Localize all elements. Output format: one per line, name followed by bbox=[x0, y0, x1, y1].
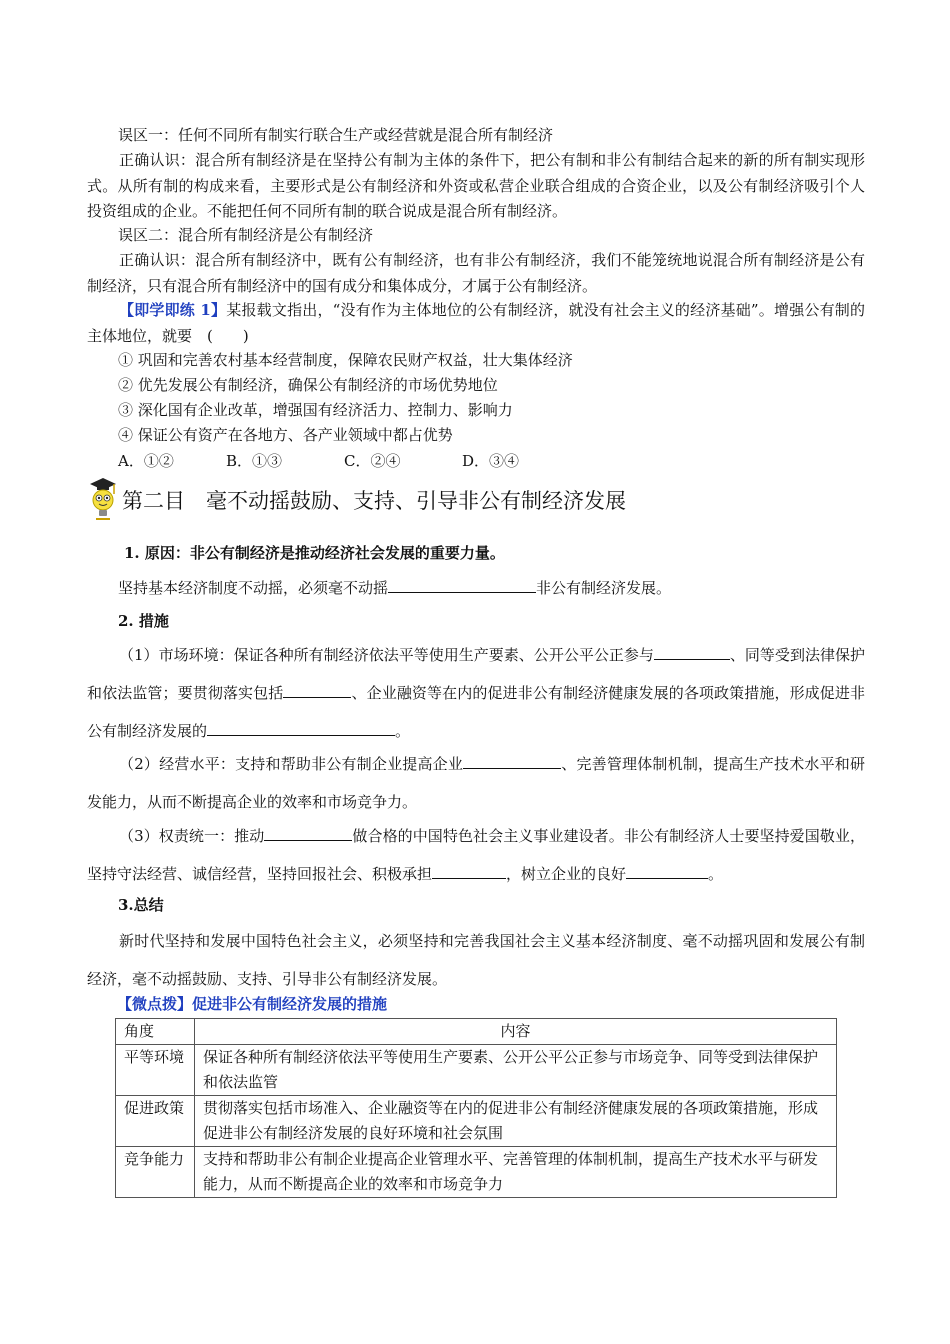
blank-6[interactable] bbox=[264, 823, 352, 841]
measure-2-b: 、完善管理体制机制，提高生产技术水平和研发能力，从而不断提高企业的效率和市场竞争力。 bbox=[87, 755, 865, 811]
exercise-question: 某报载文指出，“没有作为主体地位的公有制经济，就没有社会主义的经济基础”。增强公有制的主体地位，就要 ( ) bbox=[87, 301, 865, 345]
measures-heading: 2. 措施 bbox=[118, 612, 169, 630]
table-row bbox=[116, 1147, 837, 1198]
blank-5[interactable] bbox=[463, 751, 561, 769]
section-title: 第二目 毫不动摇鼓励、支持、引导非公有制经济发展 bbox=[122, 489, 626, 513]
tip-title: 【微点拨】促进非公有制经济发展的措施 bbox=[117, 995, 388, 1013]
table-header-content: 内容 bbox=[195, 1019, 837, 1045]
measure-2-a: （2）经营水平：支持和帮助非公有制企业提高企业 bbox=[119, 755, 464, 773]
table-header-angle: 角度 bbox=[116, 1019, 195, 1045]
table-cell-content: 支持和帮助非公有制企业提高企业管理水平、完善管理的体制机制，提高生产技术水平与研发能力，从而不断提高企业的效率和市场竞争力 bbox=[195, 1147, 837, 1198]
option-c: C．②④ bbox=[344, 452, 401, 470]
misconception-1-text: 正确认识：混合所有制经济是在坚持公有制为主体的条件下，把公有制和非公有制结合起来的新的所有制实现形式。从所有制的构成来看，主要形式是公有制经济和外资或私营企业联合组成的合资企业，以及公有制经济吸引个人投资组成的企业。不能把任何不同所有制的联合说成是混合所有制经济。 bbox=[87, 151, 865, 220]
exercise-item-1: ① 巩固和完善农村基本经营制度，保障农民财产权益，壮大集体经济 bbox=[118, 351, 573, 369]
misconception-2-text: 正确认识：混合所有制经济中，既有公有制经济，也有非公有制经济，我们不能笼统地说混合所有制经济是公有制经济，只有混合所有制经济中的国有成分和集体成分，才属于公有制经济。 bbox=[87, 251, 865, 295]
option-a: A．①② bbox=[118, 452, 174, 470]
table-row bbox=[116, 1096, 837, 1147]
blank-3[interactable] bbox=[283, 680, 351, 698]
blank-2[interactable] bbox=[654, 642, 730, 660]
table-cell-content: 保证各种所有制经济依法平等使用生产要素、公开公平公正参与市场竞争、同等受到法律保护和依法监管 bbox=[195, 1045, 837, 1096]
measure-1-a: （1）市场环境：保证各种所有制经济依法平等使用生产要素、公开公平公正参与 bbox=[119, 646, 654, 664]
reason-text-b: 非公有制经济发展。 bbox=[536, 579, 672, 597]
measure-1-d: 。 bbox=[395, 722, 411, 740]
misconception-2-title: 误区二：混合所有制经济是公有制经济 bbox=[118, 226, 374, 244]
misconception-1-title: 误区一：任何不同所有制实行联合生产或经营就是混合所有制经济 bbox=[118, 126, 554, 144]
table-cell-angle: 竞争能力 bbox=[116, 1147, 195, 1198]
exercise-item-2: ② 优先发展公有制经济，确保公有制经济的市场优势地位 bbox=[118, 376, 498, 394]
exercise-options bbox=[118, 449, 519, 474]
measure-3 bbox=[87, 817, 865, 893]
blank-4[interactable] bbox=[207, 718, 395, 736]
reason-heading: 1. 原因：非公有制经济是推动经济社会发展的重要力量。 bbox=[124, 544, 505, 562]
measure-1-c: 、企业融资等在内的促进非公有制经济健康发展的各项政策措施，形成促进非公有制经济发展的 bbox=[87, 684, 865, 740]
reason-text-a: 坚持基本经济制度不动摇，必须毫不动摇 bbox=[118, 579, 389, 597]
option-b: B．①③ bbox=[226, 452, 283, 470]
measure-3-c: ，树立企业的良好 bbox=[506, 865, 627, 883]
measure-3-b: 做合格的中国特色社会主义事业建设者。非公有制经济人士要坚持爱国敬业，坚持守法经营、诚信经营，坚持回报社会、积极承担 bbox=[87, 827, 865, 883]
table-cell-angle: 平等环境 bbox=[116, 1045, 195, 1096]
measures-table bbox=[115, 1018, 837, 1198]
measure-3-a: （3）权责统一：推动 bbox=[119, 827, 265, 845]
summary-heading: 3.总结 bbox=[118, 896, 164, 914]
blank-8[interactable] bbox=[626, 861, 708, 879]
exercise-item-4: ④ 保证公有资产在各地方、各产业领域中都占优势 bbox=[118, 426, 453, 444]
table-header-row bbox=[116, 1019, 837, 1045]
exercise-tag: 【即学即练 1】 bbox=[119, 301, 227, 319]
summary-text: 新时代坚持和发展中国特色社会主义，必须坚持和完善我国社会主义基本经济制度、毫不动摇巩固和发展公有制经济，毫不动摇鼓励、支持、引导非公有制经济发展。 bbox=[87, 932, 865, 988]
measure-1-b: 、同等受到法律保护和依法监管；要贯彻落实包括 bbox=[87, 646, 865, 702]
graduate-bulb-icon bbox=[88, 475, 118, 525]
exercise-stem bbox=[87, 298, 865, 349]
measure-3-d: 。 bbox=[708, 865, 724, 883]
measure-2 bbox=[87, 745, 865, 821]
section-heading bbox=[88, 478, 626, 522]
option-d: D．③④ bbox=[462, 452, 520, 470]
exercise-item-3: ③ 深化国有企业改革，增强国有经济活力、控制力、影响力 bbox=[118, 401, 513, 419]
table-row bbox=[116, 1045, 837, 1096]
blank-7[interactable] bbox=[432, 861, 506, 879]
table-cell-content: 贯彻落实包括市场准入、企业融资等在内的促进非公有制经济健康发展的各项政策措施，形成促进非公有制经济发展的良好环境和社会氛围 bbox=[195, 1096, 837, 1147]
table-cell-angle: 促进政策 bbox=[116, 1096, 195, 1147]
blank-1[interactable] bbox=[388, 575, 536, 593]
measure-1 bbox=[87, 636, 865, 750]
reason-text bbox=[118, 575, 671, 601]
